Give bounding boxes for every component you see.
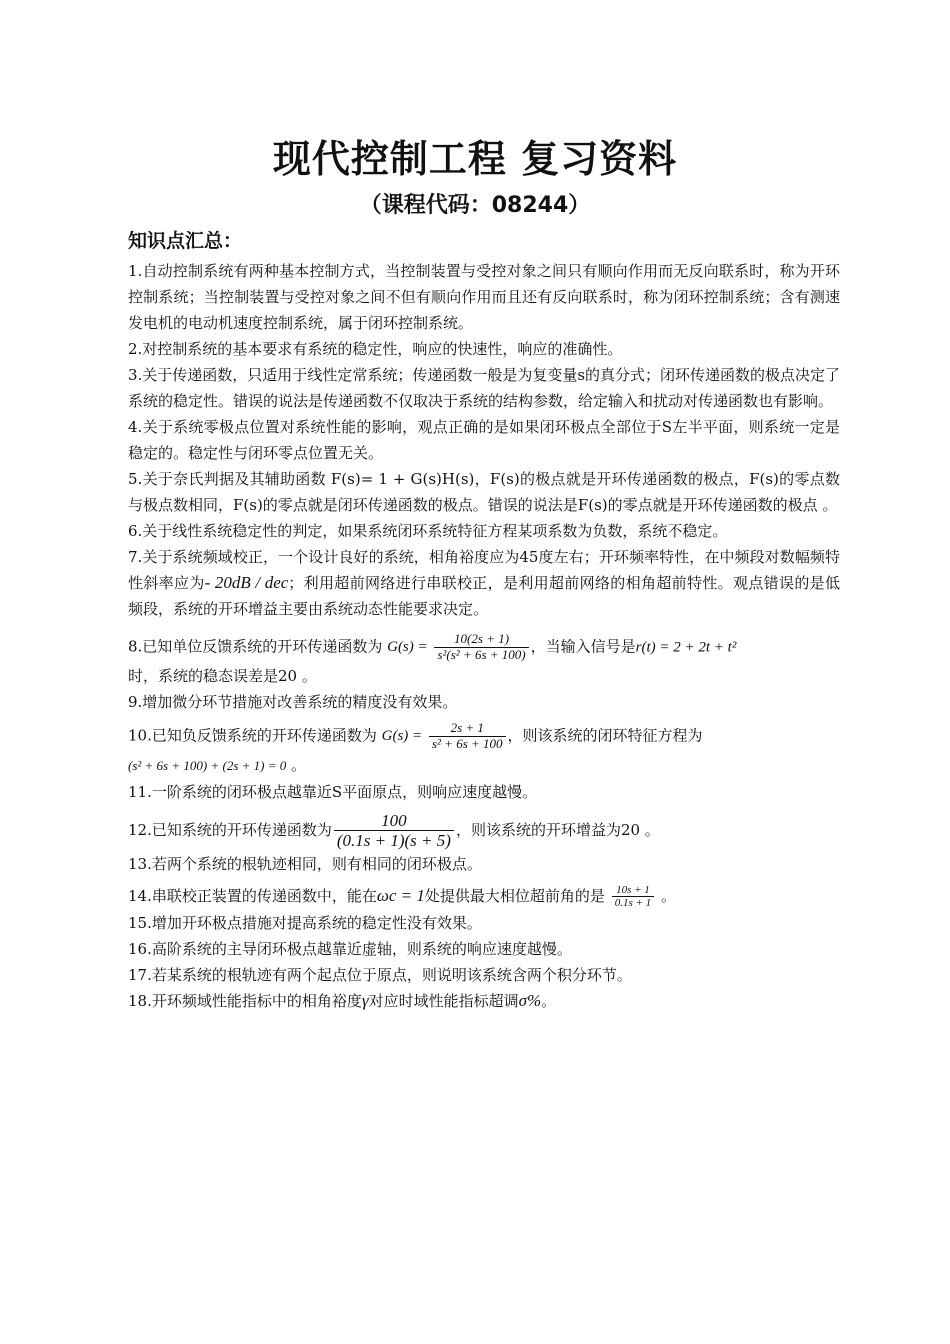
course-code: （课程代码：08244） [359,193,591,218]
item-13: 13.若两个系统的根轨迹相同，则有相同的闭环极点。 [128,854,482,873]
item-10-text-b: ，则该系统的闭环特征方程为 [507,726,703,745]
slope-formula: - 20dB / dec [204,573,289,592]
item-10-text-a: 10.已知负反馈系统的开环传递函数为 [128,726,377,745]
transfer-function-8 [434,632,528,663]
item-12-text-a: 12.已知系统的开环传递函数为 [128,820,332,839]
item-11: 11.一阶系统的闭环极点越靠近S平面原点，则响应速度越慢。 [128,782,538,801]
item-18 [128,988,840,1014]
tf10-numerator: 2s + 1 [450,719,484,735]
item-14-text-c: 。 [660,886,676,905]
lead-denominator: 0.1s + 1 [612,896,654,910]
item-4: 4.关于系统零极点位置对系统性能的影响，观点正确的是如果闭环极点全部位于S左半平面，则系统一定是稳定的。稳定性与闭环零点位置无关。 [128,418,840,462]
item-14 [128,883,840,910]
input-signal: r(t) = 2 + 2t + t² [635,639,737,656]
item-14-text-b: 处提供最大相位超前角的是 [424,886,605,905]
document-title: 现代控制工程 复习资料 [272,137,678,181]
tf8-numerator: 10(2s + 1) [454,631,510,646]
tf12-denominator: (0.1s + 1)(s + 5) [334,830,454,851]
transfer-function-8-label: G(s) = [387,639,428,656]
item-7 [128,544,840,622]
item-8-text-a: 8.已知单位反馈系统的开环传递函数为 [128,637,383,656]
item-17: 17.若某系统的根轨迹有两个起点位于原点，则说明该系统含两个积分环节。 [128,965,632,984]
characteristic-equation: (s² + 6s + 100) + (2s + 1) = 0 [128,757,287,773]
item-1: 1.自动控制系统有两种基本控制方式，当控制装置与受控对象之间只有顺向作用而无反向联系时，称为开环控制系统；当控制装置与受控对象之间不但有顺向作用而且还有反向联系时，称为闭环控制系统；含有测速发电机的电动机速度控制系统，属于闭环控制系统。 [128,262,840,332]
section-heading: 知识点汇总： [128,230,243,252]
item-12-text-b: ，则该系统的开环增益为20 。 [455,820,660,839]
item-18-text-c: 。 [541,991,557,1010]
item-14-text-a: 14.串联校正装置的传递函数中，能在 [128,886,377,905]
transfer-function-10 [429,721,506,752]
item-16: 16.高阶系统的主导闭环极点越靠近虚轴，则系统的响应速度越慢。 [128,939,572,958]
transfer-function-12 [334,811,454,851]
item-8 [128,632,840,689]
item-18-text-a: 18.开环频域性能指标中的相角裕度 [128,991,362,1010]
tf10-denominator: s² + 6s + 100 [429,736,506,752]
tf12-numerator: 100 [381,810,407,830]
item-18-text-b: 对应时域性能指标超调 [368,991,519,1010]
overshoot-symbol: σ% [518,990,542,1010]
tf8-denominator: s²(s² + 6s + 100) [434,647,528,663]
item-7-text-a: 7.关于系统频域校正，一个设计良好的系统，相角裕度应为45度左右；开环频率特性，在中频段对数幅频特性斜率应为 [128,548,840,592]
transfer-function-10-label: G(s) = [381,728,423,745]
lead-network [612,884,654,910]
item-2: 2.对控制系统的基本要求有系统的稳定性，响应的快速性，响应的准确性。 [128,340,623,358]
knowledge-list [128,258,840,1014]
item-9: 9.增加微分环节措施对改善系统的精度没有效果。 [128,692,458,711]
item-8-text-b: ，当输入信号是 [530,637,636,656]
item-6: 6.关于线性系统稳定性的判定，如果系统闭环系统特征方程某项系数为负数，系统不稳定。 [128,522,728,540]
item-12 [128,811,840,851]
item-7-text-b: ；利用超前网络进行串联校正，是利用超前网络的相角超前特性。观点错误的是低频段，系统的开环增益主要由系统动态性能要求决定。 [128,574,840,618]
item-8-text-c: 时，系统的稳态误差是20 。 [128,666,317,685]
item-3: 3.关于传递函数，只适用于线性定常系统；传递函数一般是为复变量s的真分式；闭环传递函数的极点决定了系统的稳定性。错误的说法是传递函数不仅取决于系统的结构参数，给定输入和扰动对传递函数也有影响。 [128,366,841,410]
crossover-frequency: ωc = 1 [376,885,425,905]
item-5: 5.关于奈氏判据及其辅助函数 F(s)= 1 + G(s)H(s)，F(s)的极点就是开环传递函数的极点，F(s)的零点数与极点数相同，F(s)的零点就是闭环传递函数的极点。错误的说法是F(s)的零点就是开环传递函数的极点 。 [128,470,840,514]
item-10 [128,721,840,779]
item-15: 15.增加开环极点措施对提高系统的稳定性没有效果。 [128,913,482,932]
item-10-text-c: 。 [291,755,307,774]
phase-margin-symbol: γ [361,990,369,1010]
lead-numerator: 10s + 1 [616,883,650,896]
